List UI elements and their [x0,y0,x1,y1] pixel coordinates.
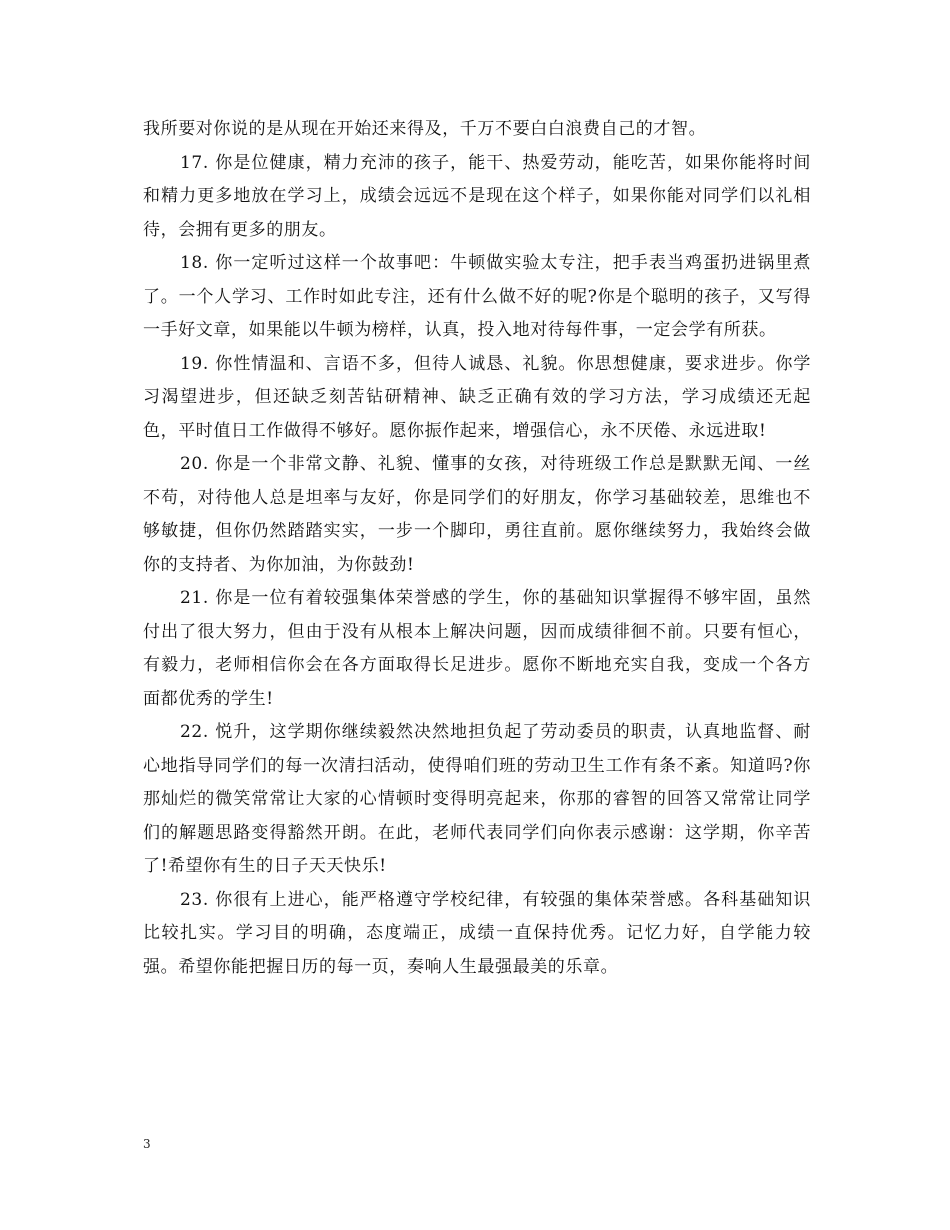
comment-paragraph-20: 20. 你是一个非常文静、礼貌、懂事的女孩，对待班级工作总是默默无闻、一丝不苟，对待他人总是坦率与友好，你是同学们的好朋友，你学习基础较差，思维也不够敏捷，但你仍然踏踏实实，一步一个脚印，勇往直前。愿你继续努力，我始终会做你的支持者、为你加油，为你鼓劲! [143,454,811,575]
comment-paragraph-23: 23. 你很有上进心，能严格遵守学校纪律，有较强的集体荣誉感。各科基础知识比较扎实。学习目的明确，态度端正，成绩一直保持优秀。记忆力好，自学能力较强。希望你能把握日历的每一页，奏响人生最强最美的乐章。 [143,889,811,977]
comment-paragraph-17: 17. 你是位健康，精力充沛的孩子，能干、热爱劳动，能吃苦，如果你能将时间和精力更多地放在学习上，成绩会远远不是现在这个样子，如果你能对同学们以礼相待，会拥有更多的朋友。 [143,152,811,240]
comment-paragraph-21: 21. 你是一位有着较强集体荣誉感的学生，你的基础知识掌握得不够牢固，虽然付出了很大努力，但由于没有从根本上解决问题，因而成绩徘徊不前。只要有恒心，有毅力，老师相信你会在各方面取得长足进步。愿你不断地充实自我，变成一个各方面都优秀的学生! [143,588,811,709]
page-number: 3 [143,1137,151,1151]
comment-paragraph-19: 19. 你性情温和、言语不多，但待人诚恳、礼貌。你思想健康，要求进步。你学习渴望进步，但还缺乏刻苦钻研精神、缺乏正确有效的学习方法，学习成绩还无起色，平时值日工作做得不够好。愿你振作起来，增强信心，永不厌倦、永远进取! [143,353,811,441]
paragraph-continuation: 我所要对你说的是从现在开始还来得及，千万不要白白浪费自己的才智。 [143,119,707,139]
comment-paragraph-22: 22. 悦升，这学期你继续毅然决然地担负起了劳动委员的职责，认真地监督、耐心地指导同学们的每一次清扫活动，使得咱们班的劳动卫生工作有条不紊。知道吗?你那灿烂的微笑常常让大家的心情顿时变得明亮起来，你那的睿智的回答又常常让同学们的解题思路变得豁然开朗。在此，老师代表同学们向你表示感谢：这学期，你辛苦了!希望你有生的日子天天快乐! [143,722,811,876]
comment-paragraph-18: 18. 你一定听过这样一个故事吧：牛顿做实验太专注，把手表当鸡蛋扔进锅里煮了。一个人学习、工作时如此专注，还有什么做不好的呢?你是个聪明的孩子，又写得一手好文章，如果能以牛顿为榜样，认真，投入地对待每件事，一定会学有所获。 [143,253,811,340]
document-body [143,113,811,984]
